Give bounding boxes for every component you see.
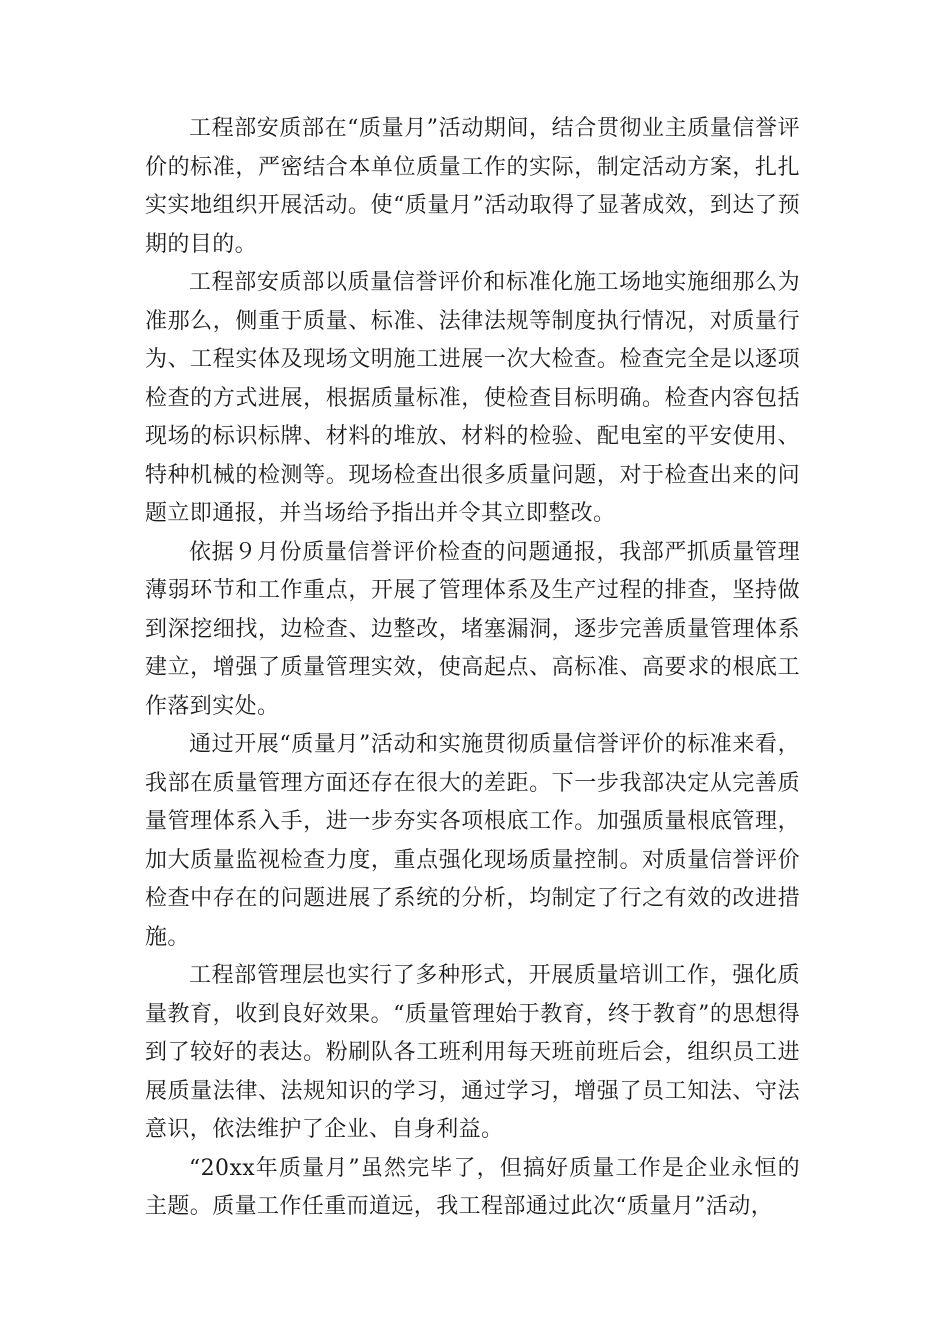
paragraph-1: 工程部安质部在“质量月”活动期间，结合贯彻业主质量信誉评价的标准，严密结合本单位质量工作的实际，制定活动方案，扎扎实实地组织开展活动。使“质量月”活动取得了显著成效，到达了预期的目的。 <box>145 116 800 257</box>
paragraph-6: “20xx年质量月”虽然完毕了，但搞好质量工作是企业永恒的主题。质量工作任重而道远，我工程部通过此次“质量月”活动， <box>145 1155 800 1219</box>
paragraph-2: 工程部安质部以质量信誉评价和标准化施工场地实施细那么为准那么，侧重于质量、标准、法律法规等制度执行情况，对质量行为、工程实体及现场文明施工进展一次大检查。检查完全是以逐项检查的方式进展，根据质量标准，使检查目标明确。检查内容包括现场的标识标牌、材料的堆放、材料的检验、配电室的平安使用、特种机械的检测等。现场检查出很多质量问题，对于检查出来的问题立即通报，并当场给予指出并令其立即整改。 <box>145 270 800 526</box>
paragraph-4: 通过开展“质量月”活动和实施贯彻质量信誉评价的标准来看，我部在质量管理方面还存在很大的差距。下一步我部决定从完善质量管理体系入手，进一步夯实各项根底工作。加强质量根底管理，加大质量监视检查力度，重点强化现场质量控制。对质量信誉评价检查中存在的问题进展了系统的分析，均制定了行之有效的改进措施。 <box>145 732 800 950</box>
paragraph-5: 工程部管理层也实行了多种形式，开展质量培训工作，强化质量教育，收到良好效果。“质量管理始于教育，终于教育”的思想得到了较好的表达。粉刷队各工班利用每天班前班后会，组织员工进展质量法律、法规知识的学习，通过学习，增强了员工知法、守法意识，依法维护了企业、自身利益。 <box>145 963 800 1142</box>
document-body <box>145 110 800 1227</box>
paragraph-3: 依据９月份质量信誉评价检查的问题通报，我部严抓质量管理薄弱环节和工作重点，开展了管理体系及生产过程的排查，坚持做到深挖细找，边检查、边整改，堵塞漏洞，逐步完善质量管理体系建立，增强了质量管理实效，使高起点、高标准、高要求的根底工作落到实处。 <box>145 539 800 719</box>
